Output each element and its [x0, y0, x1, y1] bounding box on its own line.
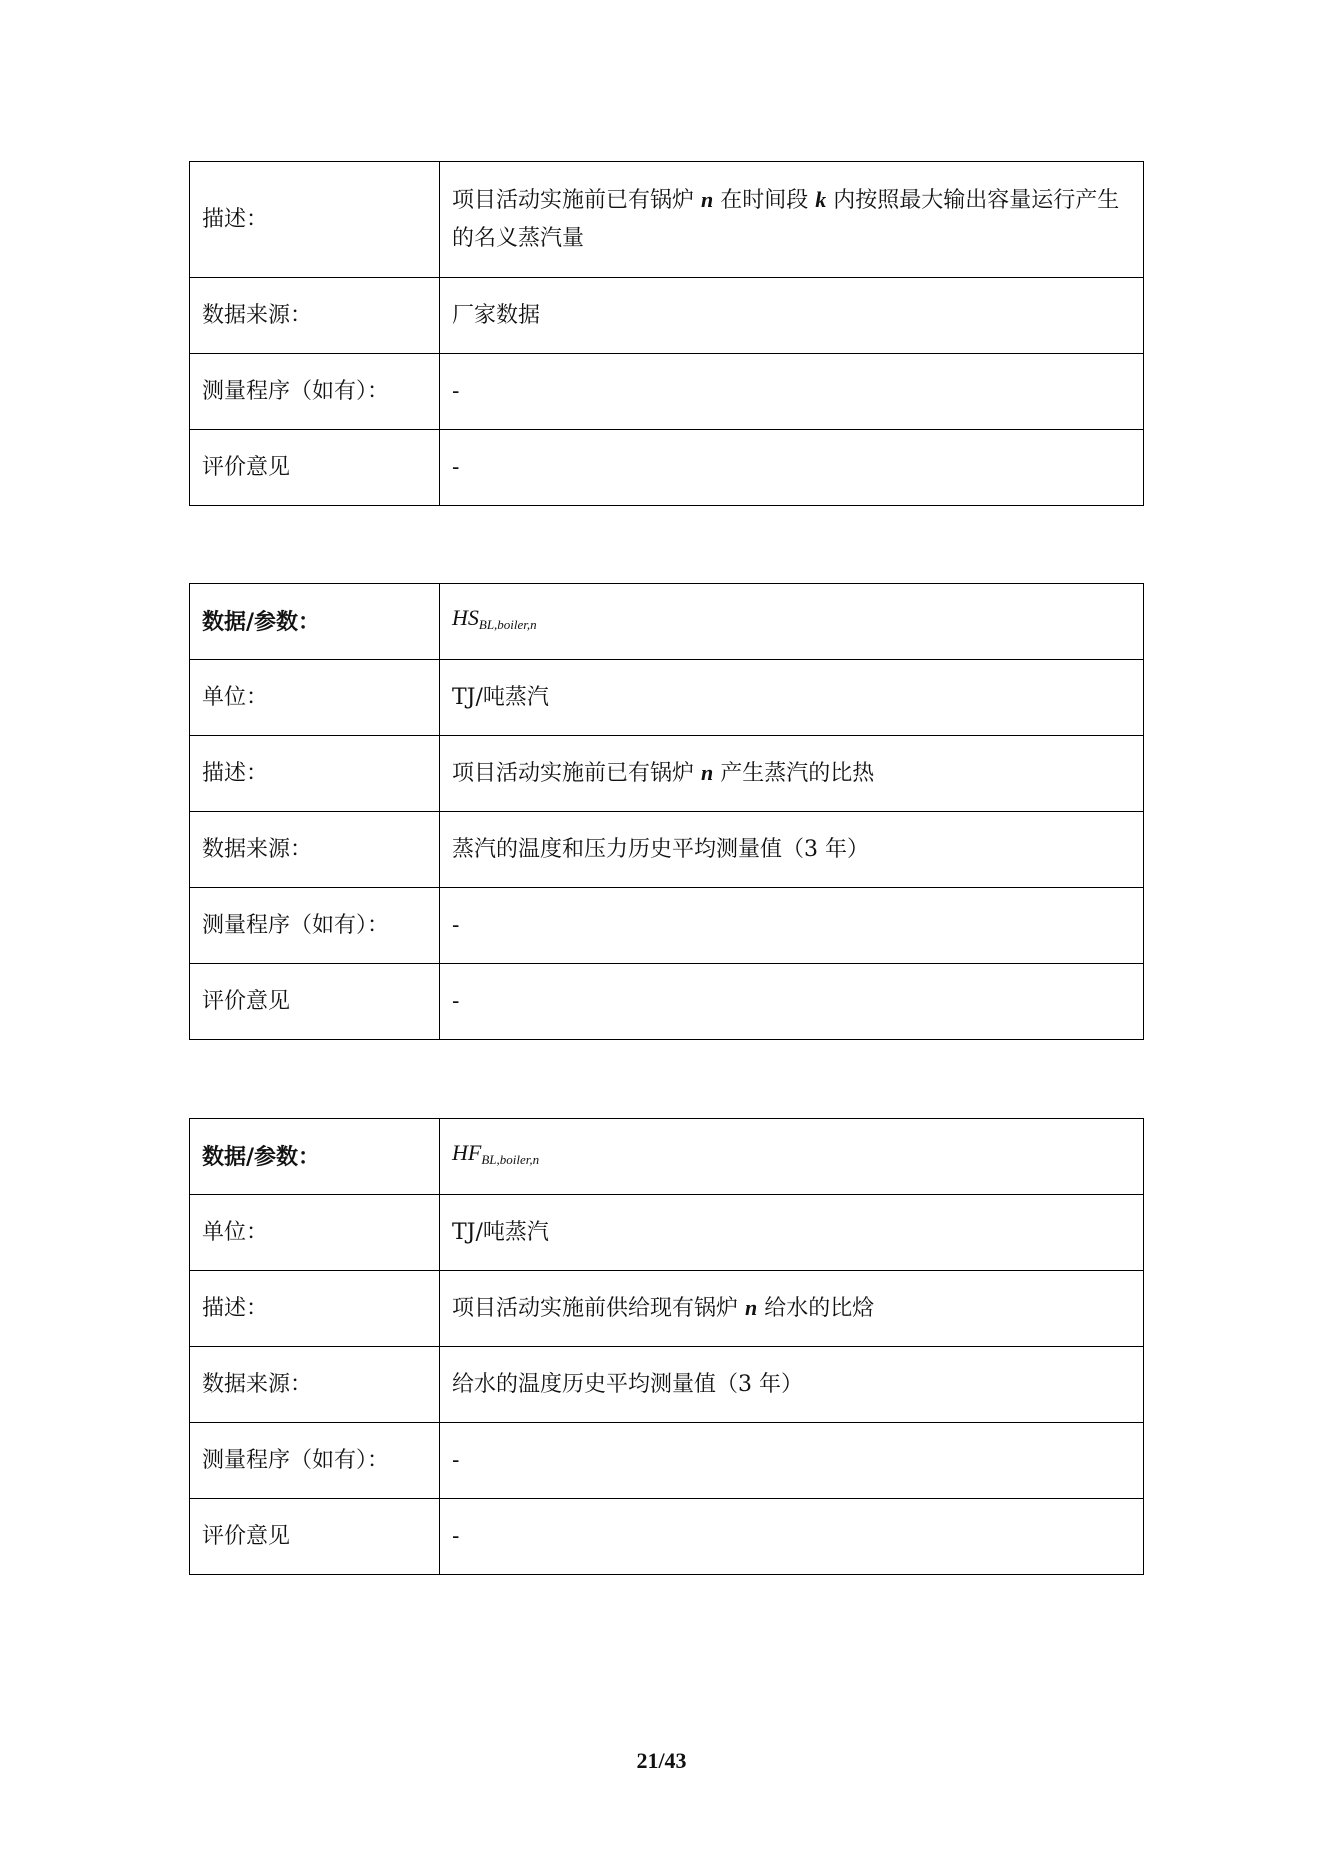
table-row: [190, 660, 1144, 736]
symbol-subscript: BL,boiler,n: [481, 1152, 540, 1167]
row-value-comments: -: [440, 430, 1144, 506]
row-label-measurement-procedure: 测量程序（如有）：: [190, 888, 440, 964]
row-value-unit: TJ/吨蒸汽: [440, 1195, 1144, 1271]
row-value-comments: -: [440, 1499, 1144, 1575]
row-label-unit: 单位：: [190, 660, 440, 736]
value-text: 项目活动实施前供给现有锅炉: [452, 1296, 745, 1321]
row-value-measurement-procedure: -: [440, 888, 1144, 964]
value-text: 项目活动实施前已有锅炉: [452, 761, 701, 786]
value-text: 产生蒸汽的比热: [713, 761, 875, 786]
variable-n: n: [701, 187, 714, 212]
table-row: [190, 162, 1144, 278]
table-row: [190, 1271, 1144, 1347]
symbol-subscript: BL,boiler,n: [478, 617, 537, 632]
row-value-measurement-procedure: -: [440, 1423, 1144, 1499]
row-value-data-source: 给水的温度历史平均测量值（3 年）: [440, 1347, 1144, 1423]
value-text: 给水的比焓: [757, 1296, 875, 1321]
row-label-description: 描述：: [190, 162, 440, 278]
row-label-comments: 评价意见: [190, 1499, 440, 1575]
row-label-data-parameter: 数据/参数：: [190, 584, 440, 660]
row-value-data-parameter: [440, 584, 1144, 660]
value-text: 在时间段: [713, 188, 816, 213]
parameter-table-1: [189, 161, 1144, 506]
row-value-unit: TJ/吨蒸汽: [440, 660, 1144, 736]
variable-k: k: [815, 187, 827, 212]
parameter-table-2: [189, 583, 1144, 1040]
table-row: [190, 888, 1144, 964]
row-value-measurement-procedure: -: [440, 354, 1144, 430]
table-row: [190, 812, 1144, 888]
parameter-symbol: [452, 605, 537, 630]
parameter-symbol: [452, 1140, 539, 1165]
table-row: [190, 1499, 1144, 1575]
row-label-data-parameter: 数据/参数：: [190, 1119, 440, 1195]
row-label-data-source: 数据来源：: [190, 812, 440, 888]
table-row: [190, 584, 1144, 660]
symbol-main: HF: [452, 1140, 482, 1165]
symbol-main: HS: [452, 605, 479, 630]
table-row: [190, 278, 1144, 354]
row-label-comments: 评价意见: [190, 430, 440, 506]
table-row: [190, 736, 1144, 812]
row-value-data-source: 厂家数据: [440, 278, 1144, 354]
row-label-data-source: 数据来源：: [190, 1347, 440, 1423]
row-label-unit: 单位：: [190, 1195, 440, 1271]
row-value-description: [440, 736, 1144, 812]
table-row: [190, 430, 1144, 506]
row-value-description: [440, 162, 1144, 278]
row-value-comments: -: [440, 964, 1144, 1040]
row-value-description: [440, 1271, 1144, 1347]
row-label-data-source: 数据来源：: [190, 278, 440, 354]
table-row: [190, 1423, 1144, 1499]
variable-n: n: [701, 760, 714, 785]
table-row: [190, 1347, 1144, 1423]
variable-n: n: [745, 1295, 758, 1320]
value-text: 内按照最大输出容量运行产生的名义蒸汽量: [452, 188, 1120, 251]
row-label-measurement-procedure: 测量程序（如有）：: [190, 354, 440, 430]
row-label-description: 描述：: [190, 1271, 440, 1347]
page-number: 21/43: [636, 1748, 687, 1773]
row-label-description: 描述：: [190, 736, 440, 812]
parameter-table-3: [189, 1118, 1144, 1575]
row-value-data-parameter: [440, 1119, 1144, 1195]
table-row: [190, 1119, 1144, 1195]
table-row: [190, 354, 1144, 430]
row-value-data-source: 蒸汽的温度和压力历史平均测量值（3 年）: [440, 812, 1144, 888]
row-label-measurement-procedure: 测量程序（如有）：: [190, 1423, 440, 1499]
table-row: [190, 964, 1144, 1040]
value-text: 项目活动实施前已有锅炉: [452, 188, 701, 213]
table-row: [190, 1195, 1144, 1271]
row-label-comments: 评价意见: [190, 964, 440, 1040]
